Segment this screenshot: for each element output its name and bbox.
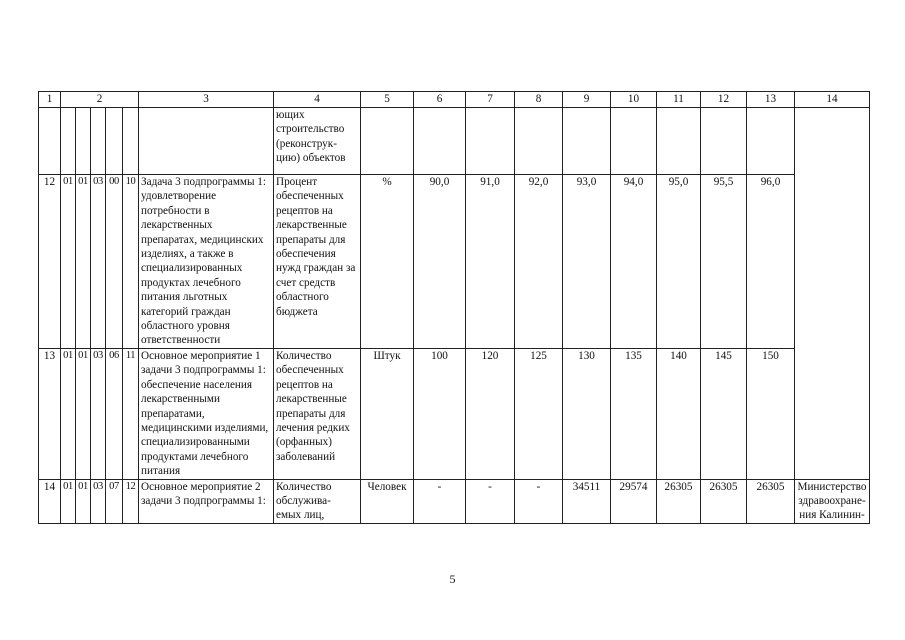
header-cell: 8 (515, 92, 563, 108)
program-indicators-table (38, 91, 870, 524)
task-name-cell: Основное мероприятие 2 задачи 3 подпрограммы 1: (139, 479, 274, 523)
value-cell: 92,0 (515, 175, 563, 349)
responsible-executor-cell: Министерство здравоохране- ния Калинин- (795, 479, 870, 523)
header-cell: 3 (139, 92, 274, 108)
responsible-cell (795, 108, 870, 480)
row-number: 13 (39, 348, 61, 479)
code-cell: 01 (61, 175, 76, 349)
code-cell: 01 (61, 348, 76, 479)
value-cell: 130 (563, 348, 611, 479)
empty-cell (466, 108, 515, 175)
code-cell: 11 (123, 348, 139, 479)
row-number: 12 (39, 175, 61, 349)
empty-cell (76, 108, 91, 175)
code-cell: 01 (76, 348, 91, 479)
empty-cell (701, 108, 747, 175)
value-cell: 135 (611, 348, 657, 479)
table-row (39, 175, 870, 349)
header-cell: 7 (466, 92, 515, 108)
code-cell: 01 (61, 479, 76, 523)
value-cell: - (414, 479, 466, 523)
empty-cell (657, 108, 701, 175)
value-cell: 94,0 (611, 175, 657, 349)
code-cell: 01 (76, 479, 91, 523)
empty-cell (611, 108, 657, 175)
unit-cell: % (361, 175, 414, 349)
value-cell: 120 (466, 348, 515, 479)
empty-cell (123, 108, 139, 175)
header-cell: 4 (274, 92, 361, 108)
empty-cell (747, 108, 795, 175)
unit-cell: Человек (361, 479, 414, 523)
task-name-cell: Основное мероприятие 1 задачи 3 подпрограммы 1: обеспечение населения лекарственными препаратами, медицинскими изделиями, специализированными продуктами лечебного питания (139, 348, 274, 479)
value-cell: 100 (414, 348, 466, 479)
empty-cell (106, 108, 123, 175)
task-name-cell: Задача 3 подпрограммы 1: удовлетворение потребности в лекарственных препаратах, медицинских изделиях, а также в специализированных продуктах лечебного питания льготных категорий граждан областного уровня ответственности (139, 175, 274, 349)
header-cell: 10 (611, 92, 657, 108)
empty-cell (61, 108, 76, 175)
value-cell: 26305 (747, 479, 795, 523)
row-number: 14 (39, 479, 61, 523)
header-cell: 9 (563, 92, 611, 108)
empty-cell (361, 108, 414, 175)
code-cell: 00 (106, 175, 123, 349)
continuation-row (39, 108, 870, 175)
code-cell: 12 (123, 479, 139, 523)
value-cell: 90,0 (414, 175, 466, 349)
empty-cell (515, 108, 563, 175)
header-cell: 5 (361, 92, 414, 108)
header-row (39, 92, 870, 108)
value-cell: 26305 (701, 479, 747, 523)
value-cell: 29574 (611, 479, 657, 523)
empty-cell (414, 108, 466, 175)
header-cell: 6 (414, 92, 466, 108)
code-cell: 06 (106, 348, 123, 479)
indicator-cell: Количество обслужива- емых лиц, (274, 479, 361, 523)
table-row (39, 348, 870, 479)
indicator-cell: Процент обеспеченных рецептов на лекарственные препараты для обеспечения нужд граждан за счет средств областного бюджета (274, 175, 361, 349)
header-cell: 11 (657, 92, 701, 108)
value-cell: 125 (515, 348, 563, 479)
code-cell: 07 (106, 479, 123, 523)
value-cell: 34511 (563, 479, 611, 523)
empty-cell (39, 108, 61, 175)
value-cell: 91,0 (466, 175, 515, 349)
code-cell: 10 (123, 175, 139, 349)
value-cell: 145 (701, 348, 747, 479)
value-cell: 150 (747, 348, 795, 479)
header-cell: 12 (701, 92, 747, 108)
code-cell: 01 (76, 175, 91, 349)
value-cell: 140 (657, 348, 701, 479)
table-row (39, 479, 870, 523)
value-cell: 95,5 (701, 175, 747, 349)
value-cell: - (515, 479, 563, 523)
value-cell: 96,0 (747, 175, 795, 349)
empty-cell (91, 108, 106, 175)
header-cell: 13 (747, 92, 795, 108)
code-cell: 03 (91, 348, 106, 479)
value-cell: 95,0 (657, 175, 701, 349)
header-cell: 2 (61, 92, 139, 108)
code-cell: 03 (91, 479, 106, 523)
header-cell: 14 (795, 92, 870, 108)
empty-cell (139, 108, 274, 175)
empty-cell (563, 108, 611, 175)
unit-cell: Штук (361, 348, 414, 479)
code-cell: 03 (91, 175, 106, 349)
value-cell: 26305 (657, 479, 701, 523)
value-cell: 93,0 (563, 175, 611, 349)
indicator-cell: Количество обеспеченных рецептов на лекарственные препараты для лечения редких (орфанных) заболеваний (274, 348, 361, 479)
page-number: 5 (449, 572, 456, 586)
value-cell: - (466, 479, 515, 523)
indicator-cell: ющих строительство (реконструк- цию) объектов (274, 108, 361, 175)
header-cell: 1 (39, 92, 61, 108)
